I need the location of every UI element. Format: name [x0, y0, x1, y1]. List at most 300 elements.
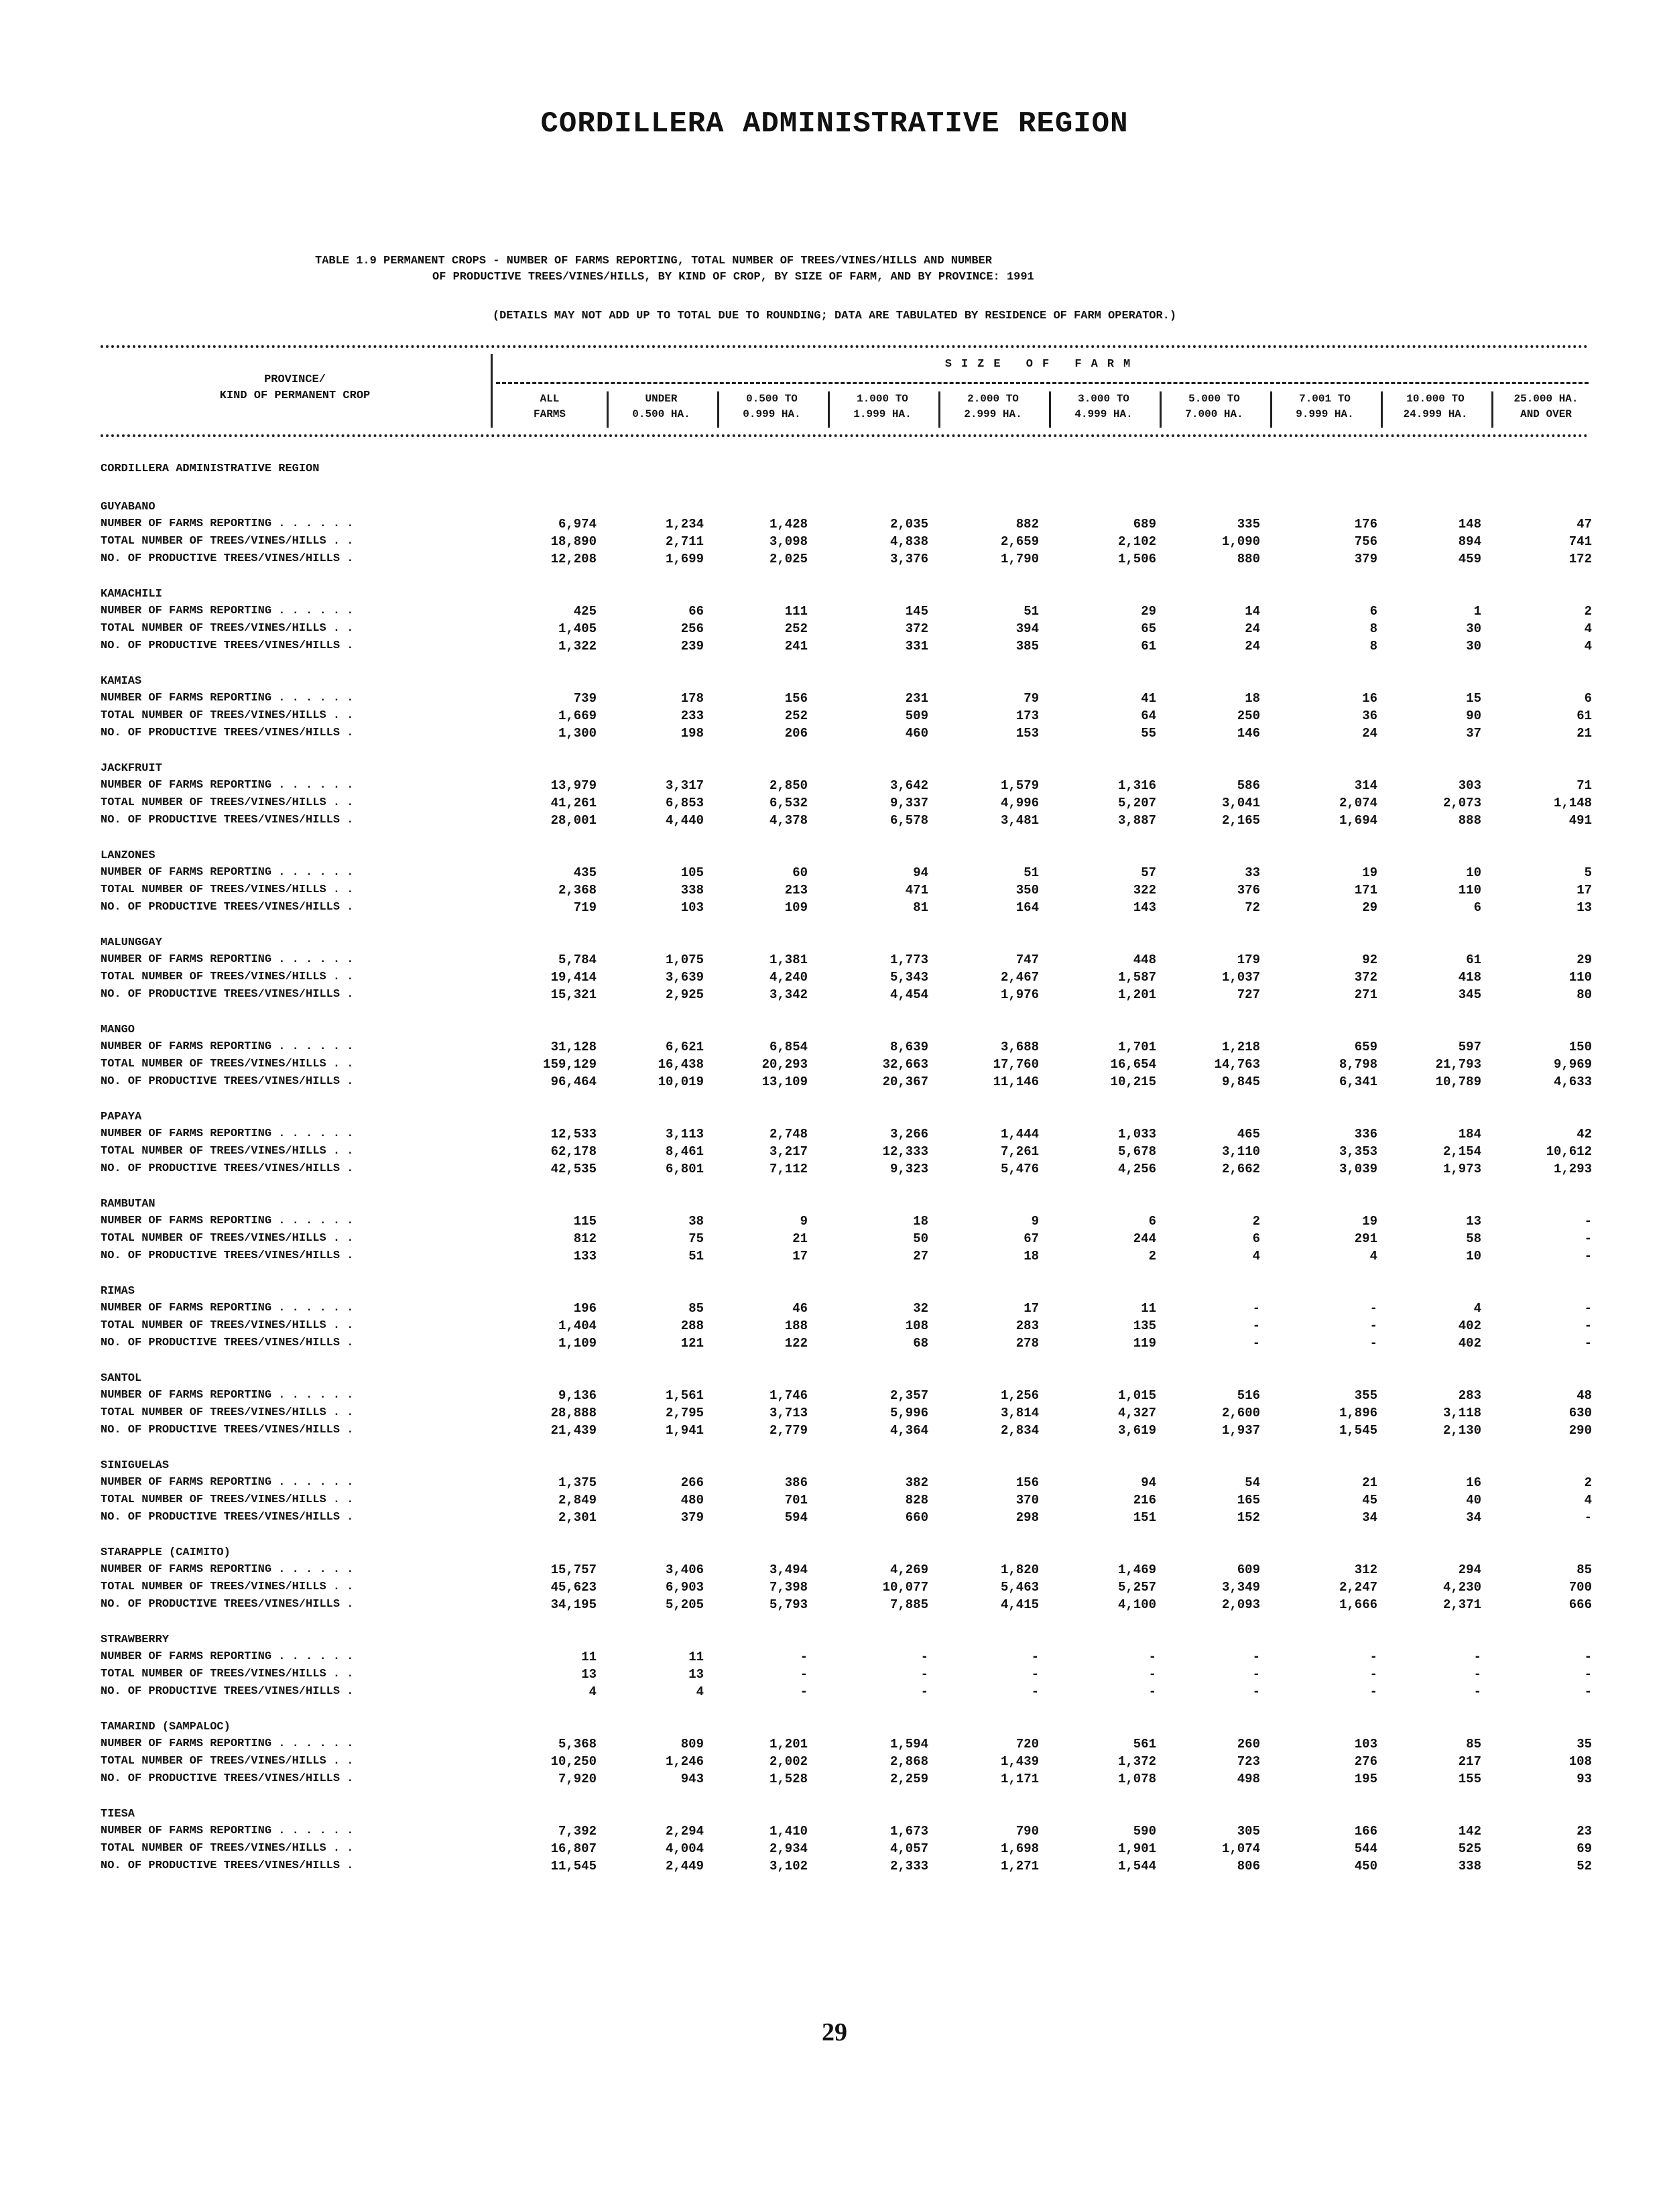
table-row-productive [101, 1596, 1592, 1613]
table-cell: 3,342 [769, 987, 808, 1002]
table-cell: 4 [696, 1684, 704, 1699]
column-header [828, 391, 935, 428]
table-cell: 3,406 [665, 1562, 704, 1577]
column-header [496, 391, 603, 428]
table-cell: 379 [680, 1510, 704, 1525]
table-cell: 5,476 [1000, 1162, 1039, 1176]
table-cell: 30 [1466, 639, 1481, 654]
row-label: NO. OF PRODUCTIVE TREES/VINES/HILLS . [101, 552, 354, 565]
table-cell: 2,748 [769, 1127, 808, 1142]
table-cell: 2,154 [1442, 1144, 1481, 1159]
table-caption [315, 253, 1361, 286]
table-cell: - [1584, 1667, 1592, 1682]
column-header-line-1: 2.000 TO [967, 393, 1019, 405]
table-row-farms [101, 777, 1592, 794]
table-cell: - [1369, 1667, 1377, 1682]
table-cell: 231 [905, 691, 928, 706]
row-label: TOTAL NUMBER OF TREES/VINES/HILLS . . [101, 883, 354, 896]
table-cell: 13,109 [761, 1074, 808, 1089]
table-cell: 10,215 [1110, 1074, 1156, 1089]
table-cell: 1,372 [1117, 1754, 1156, 1769]
table-cell: 166 [1354, 1824, 1377, 1839]
table-cell: 4,378 [769, 813, 808, 828]
crop-name: RIMAS [101, 1285, 135, 1298]
row-label: TOTAL NUMBER OF TREES/VINES/HILLS . . [101, 796, 354, 809]
table-cell: 40 [1466, 1493, 1481, 1508]
table-row-productive [101, 637, 1592, 655]
table-cell: 65 [1141, 621, 1156, 636]
table-cell: 21 [1362, 1475, 1377, 1490]
table-cell: 252 [784, 709, 808, 723]
crop-block [101, 1022, 1592, 1091]
table-cell: 20,293 [761, 1057, 808, 1072]
table-cell: 24 [1245, 621, 1260, 636]
row-label: NUMBER OF FARMS REPORTING . . . . . . [101, 1127, 354, 1140]
table-cell: 34 [1362, 1510, 1377, 1525]
table-cell: 14,763 [1214, 1057, 1260, 1072]
table-cell: 10,612 [1546, 1144, 1592, 1159]
column-header [1381, 391, 1488, 428]
table-row-total [101, 1056, 1592, 1073]
table-cell: 3,113 [665, 1127, 704, 1142]
table-cell: 3,349 [1221, 1580, 1260, 1595]
table-cell: 68 [913, 1336, 928, 1351]
table-cell: 1,820 [1000, 1562, 1039, 1577]
table-cell: 386 [784, 1475, 808, 1490]
header-province-crop [101, 372, 489, 404]
table-cell: 370 [1015, 1493, 1039, 1508]
table-cell: 6 [1369, 604, 1377, 619]
table-cell: 5,368 [558, 1737, 597, 1752]
table-cell: 3,642 [889, 778, 928, 793]
table-row-farms [101, 1474, 1592, 1491]
table-cell: 544 [1354, 1841, 1377, 1856]
row-label: NO. OF PRODUCTIVE TREES/VINES/HILLS . [101, 1511, 354, 1524]
table-cell: 331 [905, 639, 928, 654]
crop-name: SANTOL [101, 1372, 142, 1385]
row-label: TOTAL NUMBER OF TREES/VINES/HILLS . . [101, 1406, 354, 1419]
table-cell: 806 [1237, 1859, 1260, 1873]
table-cell: 2,093 [1221, 1597, 1260, 1612]
table-cell: 19,414 [550, 970, 597, 985]
table-cell: 109 [784, 900, 808, 915]
row-label: NUMBER OF FARMS REPORTING . . . . . . [101, 953, 354, 966]
table-cell: 2,165 [1221, 813, 1260, 828]
table-cell: 6,341 [1339, 1074, 1377, 1089]
column-header-line-2: FARMS [533, 408, 566, 420]
table-cell: 196 [573, 1301, 597, 1316]
table-cell: 13,979 [550, 778, 597, 793]
table-cell: 812 [573, 1231, 597, 1246]
column-header-line-2: 9.999 HA. [1296, 408, 1354, 420]
table-cell: 1,439 [1000, 1754, 1039, 1769]
table-cell: 335 [1237, 517, 1260, 532]
row-label: NO. OF PRODUCTIVE TREES/VINES/HILLS . [101, 1337, 354, 1349]
table-cell: - [1473, 1650, 1481, 1664]
table-cell: 1,201 [1117, 987, 1156, 1002]
table-cell: 2,247 [1339, 1580, 1377, 1595]
table-row-farms [101, 1038, 1592, 1056]
table-cell: - [1252, 1301, 1260, 1316]
table-cell: 6,853 [665, 796, 704, 810]
table-cell: 1,148 [1553, 796, 1592, 810]
table-cell: 148 [1458, 517, 1481, 532]
table-cell: - [1584, 1318, 1592, 1333]
table-cell: 1,075 [665, 953, 704, 967]
table-row-farms [101, 1735, 1592, 1753]
table-cell: 24 [1245, 639, 1260, 654]
row-label: NUMBER OF FARMS REPORTING . . . . . . [101, 1215, 354, 1227]
crop-name: JACKFRUIT [101, 762, 162, 775]
table-cell: 50 [913, 1231, 928, 1246]
table-cell: 6 [1148, 1214, 1156, 1229]
table-cell: 51 [688, 1249, 704, 1264]
table-cell: 79 [1024, 691, 1039, 706]
row-label: NO. OF PRODUCTIVE TREES/VINES/HILLS . [101, 727, 354, 739]
table-cell: - [800, 1684, 808, 1699]
crop-block [101, 1806, 1592, 1875]
table-cell: 10 [1466, 1249, 1481, 1264]
table-row-farms [101, 1648, 1592, 1666]
table-cell: 103 [1354, 1737, 1377, 1752]
table-cell: 459 [1458, 552, 1481, 566]
table-cell: 16 [1362, 691, 1377, 706]
column-header-line-2: AND OVER [1520, 408, 1572, 420]
table-cell: 9,136 [558, 1388, 597, 1403]
crop-name: LANZONES [101, 849, 156, 862]
table-cell: 5,343 [889, 970, 928, 985]
table-cell: 1,316 [1117, 778, 1156, 793]
table-cell: 10,789 [1435, 1074, 1481, 1089]
table-cell: 700 [1568, 1580, 1592, 1595]
table-cell: 2,259 [889, 1772, 928, 1786]
table-cell: 2,849 [558, 1493, 597, 1508]
table-cell: - [1369, 1318, 1377, 1333]
table-cell: 239 [680, 639, 704, 654]
table-row-total [101, 881, 1592, 899]
table-cell: 291 [1354, 1231, 1377, 1246]
table-cell: 15 [1466, 691, 1481, 706]
table-cell: 719 [573, 900, 597, 915]
table-cell: 1,381 [769, 953, 808, 967]
table-cell: 1,694 [1339, 813, 1377, 828]
table-cell: 294 [1458, 1562, 1481, 1577]
row-label: NO. OF PRODUCTIVE TREES/VINES/HILLS . [101, 1075, 354, 1088]
table-cell: 4,057 [889, 1841, 928, 1856]
table-cell: 4 [1473, 1301, 1481, 1316]
table-row-total [101, 1317, 1592, 1335]
table-cell: 402 [1458, 1318, 1481, 1333]
table-cell: 252 [784, 621, 808, 636]
table-cell: 55 [1141, 726, 1156, 741]
table-cell: 471 [905, 883, 928, 898]
table-row-total [101, 1579, 1592, 1596]
page-title: CORDILLERA ADMINISTRATIVE REGION [540, 107, 1129, 141]
table-cell: - [920, 1650, 928, 1664]
row-label: NUMBER OF FARMS REPORTING . . . . . . [101, 1476, 354, 1489]
table-cell: 2,711 [665, 534, 704, 549]
row-label: NO. OF PRODUCTIVE TREES/VINES/HILLS . [101, 814, 354, 826]
table-cell: 355 [1354, 1388, 1377, 1403]
table-cell: 1,701 [1117, 1040, 1156, 1054]
table-cell: 172 [1568, 552, 1592, 566]
table-cell: - [1369, 1301, 1377, 1316]
table-cell: 338 [1458, 1859, 1481, 1873]
table-cell: 11,146 [993, 1074, 1039, 1089]
crop-block [101, 1196, 1592, 1265]
table-cell: - [1473, 1684, 1481, 1699]
table-cell: 1,673 [889, 1824, 928, 1839]
row-label: NUMBER OF FARMS REPORTING . . . . . . [101, 1040, 354, 1053]
table-cell: 2 [1252, 1214, 1260, 1229]
table-cell: 448 [1133, 953, 1156, 967]
table-cell: 3,688 [1000, 1040, 1039, 1054]
table-cell: - [1584, 1510, 1592, 1525]
table-cell: 1,528 [769, 1772, 808, 1786]
crop-name: MALUNGGAY [101, 936, 162, 949]
table-cell: 8,798 [1339, 1057, 1377, 1072]
table-cell: 1,941 [665, 1423, 704, 1438]
table-cell: 11 [688, 1650, 704, 1664]
table-row-productive [101, 1073, 1592, 1091]
table-row-total [101, 1230, 1592, 1247]
table-cell: 1,698 [1000, 1841, 1039, 1856]
table-cell: 14 [1245, 604, 1260, 619]
table-cell: - [1031, 1684, 1039, 1699]
table-cell: 1,901 [1117, 1841, 1156, 1856]
column-header [607, 391, 714, 428]
column-header-line-2: 24.999 HA. [1403, 408, 1468, 420]
table-cell: 33 [1245, 865, 1260, 880]
table-cell: 9,323 [889, 1162, 928, 1176]
row-label: NO. OF PRODUCTIVE TREES/VINES/HILLS . [101, 639, 354, 652]
table-cell: 15,757 [550, 1562, 597, 1577]
table-cell: 2,659 [1000, 534, 1039, 549]
column-header-line-2: 7.000 HA. [1185, 408, 1243, 420]
row-label: NO. OF PRODUCTIVE TREES/VINES/HILLS . [101, 901, 354, 914]
table-cell: 164 [1015, 900, 1039, 915]
table-cell: 54 [1245, 1475, 1260, 1490]
table-cell: 880 [1237, 552, 1260, 566]
table-cell: 425 [573, 604, 597, 619]
header-province: PROVINCE/ [264, 373, 326, 386]
table-cell: 85 [1466, 1737, 1481, 1752]
table-cell: 5,207 [1117, 796, 1156, 810]
table-cell: 7,885 [889, 1597, 928, 1612]
table-cell: 5,784 [558, 953, 597, 967]
table-cell: 3,041 [1221, 796, 1260, 810]
table-cell: 16,807 [550, 1841, 597, 1856]
table-cell: 250 [1237, 709, 1260, 723]
table-cell: 133 [573, 1249, 597, 1264]
table-cell: 5,205 [665, 1597, 704, 1612]
table-cell: - [1252, 1667, 1260, 1682]
table-cell: 561 [1133, 1737, 1156, 1752]
row-label: TOTAL NUMBER OF TREES/VINES/HILLS . . [101, 709, 354, 722]
table-cell: 42 [1577, 1127, 1592, 1142]
table-cell: 288 [680, 1318, 704, 1333]
table-cell: 809 [680, 1737, 704, 1752]
table-row-productive [101, 899, 1592, 916]
table-row-total [101, 707, 1592, 725]
table-cell: 2,371 [1442, 1597, 1481, 1612]
row-label: NUMBER OF FARMS REPORTING . . . . . . [101, 1563, 354, 1576]
table-cell: 34 [1466, 1510, 1481, 1525]
table-cell: 2,073 [1442, 796, 1481, 810]
table-cell: 1,201 [769, 1737, 808, 1752]
table-cell: 828 [905, 1493, 928, 1508]
table-cell: 156 [784, 691, 808, 706]
table-cell: 36 [1362, 709, 1377, 723]
table-row-productive [101, 1335, 1592, 1352]
table-cell: 1,171 [1000, 1772, 1039, 1786]
table-cell: 4,004 [665, 1841, 704, 1856]
table-cell: 1,937 [1221, 1423, 1260, 1438]
table-cell: 19 [1362, 865, 1377, 880]
crop-name: GUYABANO [101, 501, 156, 513]
table-cell: 198 [680, 726, 704, 741]
table-cell: 153 [1015, 726, 1039, 741]
crop-name: TAMARIND (SAMPALOC) [101, 1721, 231, 1733]
table-cell: 145 [905, 604, 928, 619]
table-cell: 345 [1458, 987, 1481, 1002]
table-cell: 105 [680, 865, 704, 880]
table-cell: 241 [784, 639, 808, 654]
table-cell: - [920, 1667, 928, 1682]
crop-name: KAMACHILI [101, 588, 162, 601]
table-cell: - [1252, 1318, 1260, 1333]
table-cell: 465 [1237, 1127, 1260, 1142]
table-cell: 64 [1141, 709, 1156, 723]
table-cell: 2,002 [769, 1754, 808, 1769]
table-cell: 12,533 [550, 1127, 597, 1142]
table-cell: 41 [1141, 691, 1156, 706]
table-cell: 1,666 [1339, 1597, 1377, 1612]
table-cell: 18 [1245, 691, 1260, 706]
table-cell: 8,639 [889, 1040, 928, 1054]
table-cell: 13 [581, 1667, 597, 1682]
table-cell: 1,033 [1117, 1127, 1156, 1142]
table-cell: 741 [1568, 534, 1592, 549]
table-cell: 3,814 [1000, 1406, 1039, 1420]
column-header-line-2: 2.999 HA. [964, 408, 1022, 420]
crop-block [101, 1632, 1592, 1701]
table-cell: 61 [1141, 639, 1156, 654]
row-label: TOTAL NUMBER OF TREES/VINES/HILLS . . [101, 1668, 354, 1680]
row-label: NO. OF PRODUCTIVE TREES/VINES/HILLS . [101, 1598, 354, 1611]
table-cell: 16,438 [658, 1057, 704, 1072]
table-cell: 3,217 [769, 1144, 808, 1159]
table-cell: 85 [688, 1301, 704, 1316]
table-cell: 660 [905, 1510, 928, 1525]
crop-block [101, 499, 1592, 568]
table-cell: 9,337 [889, 796, 928, 810]
table-cell: 24 [1362, 726, 1377, 741]
row-label: NUMBER OF FARMS REPORTING . . . . . . [101, 692, 354, 704]
table-cell: 480 [680, 1493, 704, 1508]
table-cell: 888 [1458, 813, 1481, 828]
table-cell: 3,619 [1117, 1423, 1156, 1438]
table-cell: - [1148, 1650, 1156, 1664]
table-cell: 1,444 [1000, 1127, 1039, 1142]
table-cell: 4 [589, 1684, 597, 1699]
table-row-productive [101, 1857, 1592, 1875]
crop-block [101, 1284, 1592, 1352]
table-cell: 21 [1577, 726, 1592, 741]
table-cell: - [800, 1667, 808, 1682]
table-cell: 71 [1577, 778, 1592, 793]
size-of-farm-rule [496, 382, 1589, 384]
row-label: TOTAL NUMBER OF TREES/VINES/HILLS . . [101, 1145, 354, 1158]
table-cell: 747 [1015, 953, 1039, 967]
table-cell: 62,178 [550, 1144, 597, 1159]
table-row-total [101, 1491, 1592, 1509]
table-cell: 4,364 [889, 1423, 928, 1438]
row-label: NUMBER OF FARMS REPORTING . . . . . . [101, 605, 354, 617]
table-cell: - [1148, 1684, 1156, 1699]
table-cell: 10,019 [658, 1074, 704, 1089]
table-cell: 119 [1133, 1336, 1156, 1351]
table-cell: 21,439 [550, 1423, 597, 1438]
table-cell: 67 [1024, 1231, 1039, 1246]
table-cell: 195 [1354, 1772, 1377, 1786]
table-cell: 3,376 [889, 552, 928, 566]
table-cell: 9 [800, 1214, 808, 1229]
table-row-productive [101, 1422, 1592, 1439]
table-cell: 1,594 [889, 1737, 928, 1752]
table-cell: 66 [688, 604, 704, 619]
table-cell: 17 [1024, 1301, 1039, 1316]
table-cell: 2,357 [889, 1388, 928, 1403]
table-cell: 17 [1577, 883, 1592, 898]
table-cell: 2,301 [558, 1510, 597, 1525]
row-label: NO. OF PRODUCTIVE TREES/VINES/HILLS . [101, 1772, 354, 1785]
table-row-farms [101, 1125, 1592, 1143]
table-cell: 108 [905, 1318, 928, 1333]
table-cell: 4,440 [665, 813, 704, 828]
table-cell: 7,920 [558, 1772, 597, 1786]
caption-line-2: OF PRODUCTIVE TREES/VINES/HILLS, BY KIND OF CROP, BY SIZE OF FARM, AND BY PROVINCE: 1991 [432, 271, 1034, 284]
row-label: NO. OF PRODUCTIVE TREES/VINES/HILLS . [101, 988, 354, 1001]
table-cell: 4 [1584, 639, 1592, 654]
table-cell: 13 [1577, 900, 1592, 915]
column-header-line-1: 3.000 TO [1078, 393, 1129, 405]
table-cell: 217 [1458, 1754, 1481, 1769]
table-cell: 3,266 [889, 1127, 928, 1142]
table-row-productive [101, 1509, 1592, 1526]
table-cell: 3,098 [769, 534, 808, 549]
table-row-farms [101, 1213, 1592, 1230]
table-cell: 1,405 [558, 621, 597, 636]
table-cell: 2,925 [665, 987, 704, 1002]
column-header-line-2: 1.999 HA. [853, 408, 912, 420]
table-row-productive [101, 1770, 1592, 1788]
table-cell: 31,128 [550, 1040, 597, 1054]
table-cell: 597 [1458, 1040, 1481, 1054]
table-cell: 75 [688, 1231, 704, 1246]
crop-block [101, 1371, 1592, 1439]
table-cell: 41,261 [550, 796, 597, 810]
table-cell: 37 [1466, 726, 1481, 741]
table-cell: 45,623 [550, 1580, 597, 1595]
column-header-line-1: 0.500 TO [746, 393, 798, 405]
table-cell: 6,903 [665, 1580, 704, 1595]
header-bottom-rule [101, 434, 1589, 437]
table-cell: 1,699 [665, 552, 704, 566]
column-header-line-1: 5.000 TO [1188, 393, 1240, 405]
table-cell: 1,469 [1117, 1562, 1156, 1577]
table-cell: 2,600 [1221, 1406, 1260, 1420]
